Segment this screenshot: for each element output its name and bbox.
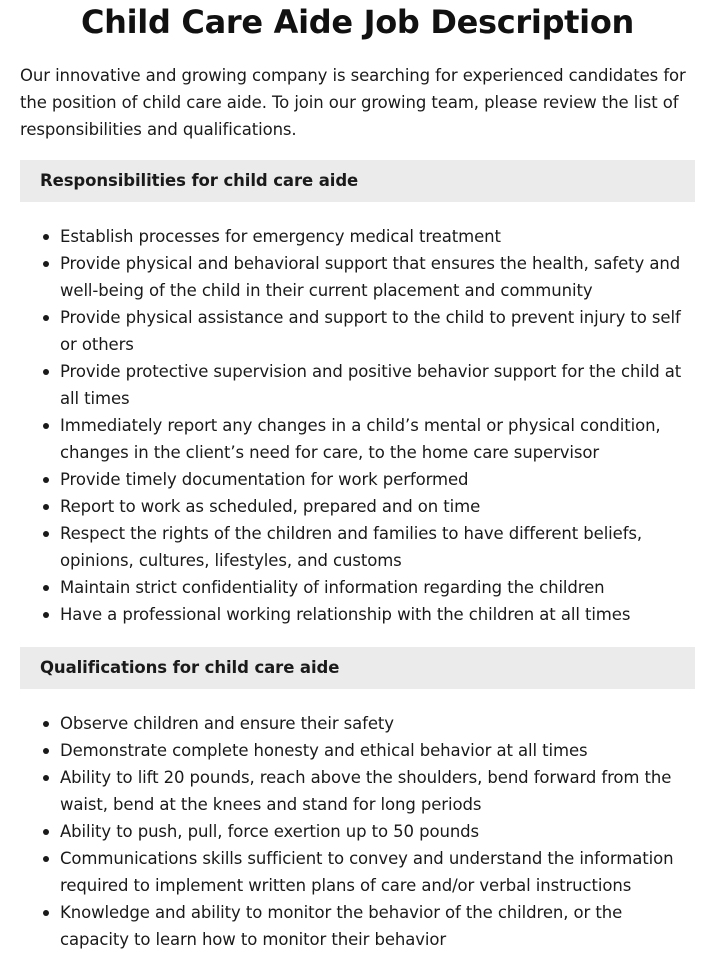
intro-paragraph: Our innovative and growing company is searching for experienced candidates for the position of child care aide. To join our growing team, please review the list of responsibilities and qualifications.	[20, 66, 686, 139]
responsibility-item: Immediately report any changes in a child’s mental or physical condition, changes in the client’s need for care, to the home care supervisor	[60, 412, 695, 466]
qualification-item: Communications skills sufficient to convey and understand the information required to implement written plans of care and/or verbal instructions	[60, 845, 695, 899]
qualification-item: Ability to lift 20 pounds, reach above the shoulders, bend forward from the waist, bend at the knees and stand for long periods	[60, 764, 695, 818]
responsibility-item: Maintain strict confidentiality of information regarding the children	[60, 574, 695, 601]
qualification-item: Demonstrate complete honesty and ethical behavior at all times	[60, 737, 695, 764]
responsibility-item: Report to work as scheduled, prepared and on time	[60, 493, 695, 520]
qualification-item: Ability to push, pull, force exertion up to 50 pounds	[60, 818, 695, 845]
page-title: Child Care Aide Job Description	[80, 3, 635, 41]
responsibility-item: Provide timely documentation for work performed	[60, 466, 695, 493]
responsibility-item: Provide physical assistance and support to the child to prevent injury to self or others	[60, 304, 695, 358]
qualification-item: Observe children and ensure their safety	[60, 710, 695, 737]
responsibility-item: Establish processes for emergency medical treatment	[60, 223, 695, 250]
responsibility-item: Respect the rights of the children and families to have different beliefs, opinions, cultures, lifestyles, and customs	[60, 520, 695, 574]
responsibility-item: Provide physical and behavioral support that ensures the health, safety and well-being of the child in their current placement and community	[60, 250, 695, 304]
qualification-item: Knowledge and ability to monitor the behavior of the children, or the capacity to learn how to monitor their behavior	[60, 899, 695, 953]
responsibility-item: Have a professional working relationship with the children at all times	[60, 601, 695, 628]
qualifications-heading: Qualifications for child care aide	[20, 647, 695, 689]
responsibilities-list	[20, 223, 695, 628]
qualifications-list	[20, 710, 695, 953]
responsibility-item: Provide protective supervision and positive behavior support for the child at all times	[60, 358, 695, 412]
responsibilities-heading: Responsibilities for child care aide	[20, 160, 695, 202]
